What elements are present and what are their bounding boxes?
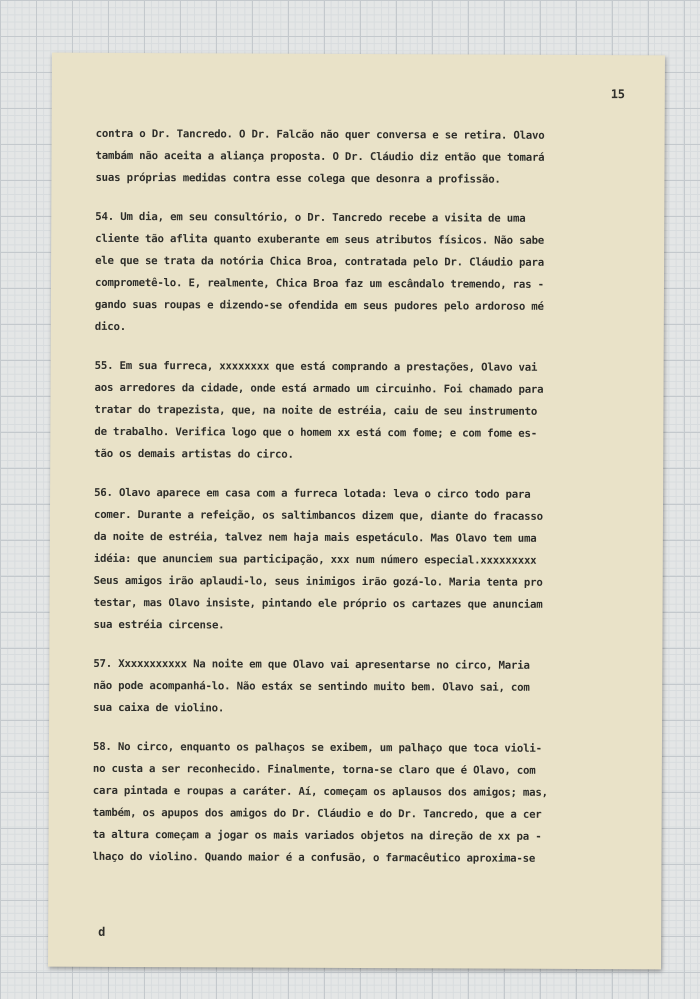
text-line: aos arredores da cidade, onde está armado um circuinho. Foi chamado para	[94, 380, 544, 396]
typewritten-page	[48, 53, 665, 970]
text-line: tratar do trapezista, que, na noite de estréia, caiu de seu instrumento	[94, 402, 538, 418]
paragraph	[94, 355, 634, 467]
text-line: sua caixa de violino.	[93, 700, 225, 715]
text-line: 56. Olavo aparece em casa com a furreca lotada: leva o circo todo para	[94, 485, 531, 501]
text-line: no custa a ser reconhecido. Finalmente, torna-se claro que é Olavo, com	[92, 761, 536, 777]
text-line: tão os demais artistas do circo.	[94, 446, 294, 461]
text-line: contra o Dr. Tancredo. O Dr. Falcão não quer conversa e se retira. Olavo	[95, 126, 545, 142]
text-line: da noite de estréia, talvez nem haja mais espetáculo. Mas Olavo tem uma	[93, 529, 537, 545]
text-line: sua estréia circense.	[93, 617, 225, 632]
text-line: de trabalho. Verifica logo que o homem xx está com fome; e com fome es-	[94, 424, 538, 440]
bottom-mark: d	[98, 924, 106, 939]
text-line: ele que se trata da notória Chica Broa, contratada pelo Dr. Cláudio para	[95, 253, 545, 269]
paragraph	[93, 653, 633, 721]
text-line: suas próprias medidas contra esse colega que desonra a profissão.	[95, 170, 501, 186]
paragraph	[95, 123, 635, 191]
text-line: comer. Durante a refeição, os saltimbancos dizem que, diante do fracasso	[93, 507, 543, 523]
text-line: tambám não aceita a aliança proposta. O Dr. Cláudio diz então que tomará	[95, 148, 545, 164]
text-line: também, os apupos dos amigos do Dr. Cláudio e do Dr. Tancredo, que a cer	[92, 805, 542, 821]
text-line: lhaço do violino. Quando maior é a confusão, o farmacêutico aproxima-se	[92, 849, 536, 865]
text-line: 54. Um dia, em seu consultório, o Dr. Tancredo recebe a visita de uma	[95, 209, 526, 225]
text-line: idéia: que anunciem sua participação, xxx num número especial.xxxxxxxxx	[93, 551, 537, 567]
text-line: cliente tão aflita quanto exuberante em seus atributos físicos. Não sabe	[95, 231, 545, 247]
page-number: 15	[610, 87, 625, 102]
text-line: testar, mas Olavo insiste, pintando ele próprio os cartazes que anunciam	[93, 595, 543, 611]
text-line: dico.	[94, 319, 127, 333]
text-line: ta altura começam a jogar os mais variados objetos na direção de xx pa -	[92, 827, 542, 843]
paragraph	[93, 482, 634, 638]
text-line: cara pintada e roupas a caráter. Aí, começam os aplausos dos amigos; mas,	[92, 783, 548, 799]
page-body	[92, 123, 635, 887]
text-line: 55. Em sua furreca, xxxxxxxx que está comprando a prestações, Olavo vai	[94, 358, 538, 374]
text-line: gando suas roupas e dizendo-se ofendida em seus pudores pelo ardoroso mé	[94, 297, 544, 313]
paragraph	[95, 206, 636, 340]
text-line: não pode acompanhá-lo. Não estáx se sentindo muito bem. Olavo sai, com	[93, 678, 530, 694]
paragraph	[92, 736, 633, 870]
text-line: 58. No circo, enquanto os palhaços se exibem, um palhaço que toca violi-	[92, 739, 542, 755]
text-line: Seus amigos irão aplaudi-lo, seus inimigos irão gozá-lo. Maria tenta pro	[93, 573, 543, 589]
text-line: 57. Xxxxxxxxxxx Na noite em que Olavo vai apresentarse no circo, Maria	[93, 656, 530, 672]
text-line: comprometê-lo. E, realmente, Chica Broa faz um escândalo tremendo, ras -	[94, 275, 544, 291]
